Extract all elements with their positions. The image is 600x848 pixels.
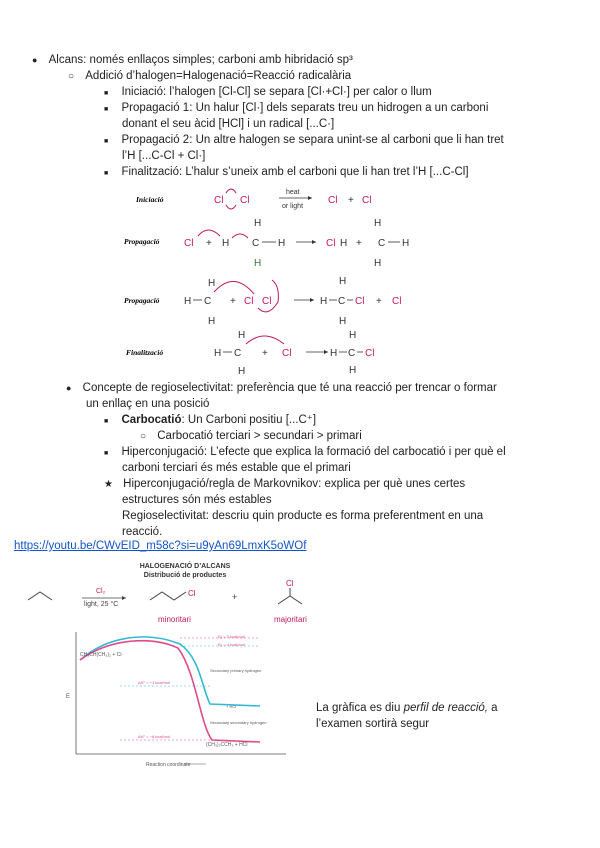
- condition-light: light, 25 °C: [84, 601, 119, 608]
- cl-atom: Cl: [214, 195, 224, 206]
- y-axis-label: E: [66, 694, 71, 700]
- bullet-square: ■: [104, 106, 109, 113]
- note-alcans: [32, 52, 353, 68]
- fishhook-arrow: [226, 189, 236, 193]
- marko-line4: reacció.: [122, 526, 163, 538]
- carbocatio-definition: : Un Carboni positiu [...C⁺]: [181, 414, 317, 426]
- secondary-hydrogen-note: Secondary secondary hydrogen: [210, 720, 267, 725]
- note-finalitzacio-text: Finalització: L’halur s’uneix amb el carboni que li han tret l’H [...C-Cl]: [121, 166, 469, 178]
- secondary-product-energy-label: (CH₃)₂CCH₃ + HCl: [206, 742, 248, 748]
- termination-row: [214, 330, 374, 374]
- primary-product-skeleton: [150, 592, 186, 600]
- row-label-propagacio-1: Propagació: [124, 237, 160, 246]
- heat-label: heat: [286, 189, 300, 196]
- note-alcans-text: Alcans: només enllaços simples; carboni amb hibridació sp³: [48, 54, 353, 66]
- cl-atom: Cl: [326, 238, 336, 249]
- note-regio-line1: Concepte de regioselectivitat: preferència que té una reacció per trencar o formar: [82, 382, 497, 394]
- arrowhead: [312, 240, 316, 244]
- hiper-line2: carboni terciari és més estable que el primari: [122, 462, 351, 474]
- arrowhead: [308, 196, 312, 200]
- fishhook-arrow: [246, 336, 284, 344]
- light-label: or light: [282, 203, 304, 210]
- h-atom: H: [222, 238, 230, 249]
- cl-radical: Cl: [184, 238, 194, 249]
- reagent-cl2: Cl₂: [96, 588, 106, 595]
- note-propagacio1-line2: donant el seu àcid [HCl] i un radical [...C·]: [122, 118, 335, 130]
- note-halogen: [68, 68, 351, 85]
- cl-atom: Cl: [355, 296, 365, 307]
- halogenation-title: HALOGENACIÓ D’ALCANS: [139, 563, 231, 570]
- c-atom: C: [234, 348, 242, 359]
- c-atom: C: [204, 296, 212, 307]
- note-markovnikov: [104, 476, 465, 493]
- bullet-dot: ●: [66, 383, 72, 393]
- primary-hydrogen-note: Secondary primary hydrogen: [210, 668, 262, 673]
- cl-atom: Cl: [240, 195, 250, 206]
- note-propagacio2-line2: l’H [...C-Cl + Cl·]: [122, 150, 206, 162]
- bullet-square: ■: [104, 170, 109, 177]
- ts-annotation-1: Eₐ = 3 kcal/mol: [218, 634, 245, 639]
- propagation1-row: [184, 218, 409, 269]
- major-product-label: majoritari: [274, 615, 307, 624]
- marko-line1: Hiperconjugació/regla de Markovnikov: explica per què unes certes: [123, 478, 466, 490]
- h-atom: H: [208, 316, 216, 327]
- fishhook-arrow: [232, 234, 248, 238]
- h-atom: H: [214, 348, 222, 359]
- bullet-square: ■: [104, 418, 109, 425]
- primary-product-label: + HCl: [226, 704, 237, 709]
- c-atom: C: [378, 238, 386, 249]
- h-atom: H: [208, 278, 216, 289]
- star-icon: ★: [104, 479, 113, 490]
- cl-atom: Cl: [365, 348, 375, 359]
- cl-substituent: Cl: [188, 589, 196, 598]
- halogenation-scheme: [22, 576, 332, 628]
- note-regio-line2: un enllaç en una posició: [86, 398, 210, 410]
- plus-sign: +: [356, 238, 362, 249]
- h-atom: H: [349, 365, 357, 374]
- secondary-product-skeleton: [278, 596, 302, 604]
- hiper-line1: Hiperconjugació: L’efecte que explica la formació del carbocatió i per què el: [121, 446, 506, 458]
- delta-h-1: ΔH° = +1 kcal/mol: [138, 680, 171, 685]
- plus-sign: +: [262, 348, 268, 359]
- bullet-square: ■: [104, 90, 109, 97]
- caption-emphasis: perfil de reacció,: [403, 702, 488, 714]
- arrowhead: [310, 298, 314, 302]
- cl-atom: Cl: [244, 296, 254, 307]
- cl-atom: Cl: [262, 296, 272, 307]
- h-atom: H: [278, 238, 286, 249]
- note-iniciacio-text: Iniciació: l’halogen [Cl-Cl] se separa [Cl·+Cl·] per calor o llum: [121, 86, 432, 98]
- plus-sign: +: [206, 238, 212, 249]
- delta-h-2: ΔH° = −8 kcal/mol: [138, 734, 171, 739]
- c-atom: C: [338, 296, 346, 307]
- c-atom: C: [348, 348, 356, 359]
- row-label-finalitzacio: Finalització: [126, 348, 164, 357]
- h-atom: H: [402, 238, 410, 249]
- note-propagacio2-line1: Propagació 2: Un altre halogen se separa unint-se al carboni que li han tret: [121, 134, 504, 146]
- radical-mechanism-figure: [118, 184, 438, 374]
- h-atom: H: [340, 238, 348, 249]
- h-atom: H: [339, 316, 347, 327]
- h-atom: H: [238, 330, 246, 341]
- profile-caption-line1: [316, 700, 498, 716]
- h-atom: H: [374, 218, 382, 229]
- h-atom: H: [254, 218, 262, 229]
- row-label-propagacio-2: Propagació: [124, 296, 160, 305]
- youtube-link[interactable]: https://youtu.be/CWvEID_m58c?si=u9yAn69LmxK5oWOf: [14, 540, 307, 552]
- carbocatio-term: Carbocatió: [121, 414, 182, 426]
- plus-sign: +: [348, 195, 354, 206]
- reaction-profile-chart: [60, 628, 290, 768]
- caption-text-end: a: [487, 702, 498, 714]
- halogenation-subtitle: Distribució de productes: [143, 572, 227, 579]
- ts-annotation-2: Eₐ = 4 kcal/mol: [218, 642, 245, 647]
- h-atom: H: [254, 258, 262, 269]
- cl-radical: Cl: [362, 195, 372, 206]
- note-propagacio1-line1: Propagació 1: Un halur [Cl·] dels separats treu un hidrogen a un carboni: [121, 102, 489, 114]
- arrowhead: [324, 350, 328, 354]
- propagation2-row: [184, 276, 401, 327]
- bullet-square: ■: [104, 450, 109, 457]
- row-label-iniciacio: Iniciació: [136, 195, 164, 204]
- reactant-label: CH₃CH(CH₃)₂ + Cl·: [80, 652, 124, 658]
- h-atom: H: [184, 296, 192, 307]
- bullet-circle: ○: [68, 71, 75, 82]
- profile-caption-line2: l’examen sortirà segur: [316, 718, 430, 730]
- arrowhead: [122, 596, 126, 600]
- carbocatio-order-text: Carbocatió terciari > secundari > primari: [157, 430, 362, 442]
- h-atom: H: [374, 258, 382, 269]
- x-axis-label: Reaction coordinate: [146, 762, 191, 768]
- fishhook-arrow: [214, 281, 254, 294]
- h-atom: H: [339, 276, 347, 287]
- cl-radical: Cl: [282, 348, 292, 359]
- fishhook-arrow: [198, 230, 220, 236]
- h-atom: H: [238, 366, 246, 374]
- h-atom: H: [349, 330, 357, 341]
- caption-text: La gràfica es diu: [316, 702, 404, 714]
- c-atom: C: [252, 238, 260, 249]
- marko-line3: Regioselectivitat: descriu quin producte es forma preferentment en una: [122, 510, 484, 522]
- propane-skeleton: [28, 592, 52, 600]
- fishhook-arrow: [226, 205, 236, 209]
- marko-line2: estructures són més estables: [122, 494, 272, 506]
- plus-sign: +: [232, 592, 238, 602]
- bullet-dot: ●: [32, 55, 38, 65]
- note-finalitzacio: [104, 164, 469, 182]
- plus-sign: +: [230, 296, 236, 307]
- minor-product-label: minoritari: [158, 615, 191, 624]
- h-atom: H: [330, 348, 338, 359]
- note-halogen-text: Addició d’halogen=Halogenació=Reacció radicalària: [85, 70, 352, 82]
- cl-radical: Cl: [392, 296, 402, 307]
- plus-sign: +: [376, 296, 382, 307]
- note-regio: [66, 380, 497, 396]
- cl-substituent: Cl: [286, 579, 294, 588]
- bullet-square: ■: [104, 138, 109, 145]
- cl-radical: Cl: [328, 195, 338, 206]
- initiation-row: [214, 189, 371, 210]
- bullet-circle: ○: [140, 431, 147, 442]
- h-atom: H: [320, 296, 328, 307]
- note-carbocatio-order: [140, 428, 362, 445]
